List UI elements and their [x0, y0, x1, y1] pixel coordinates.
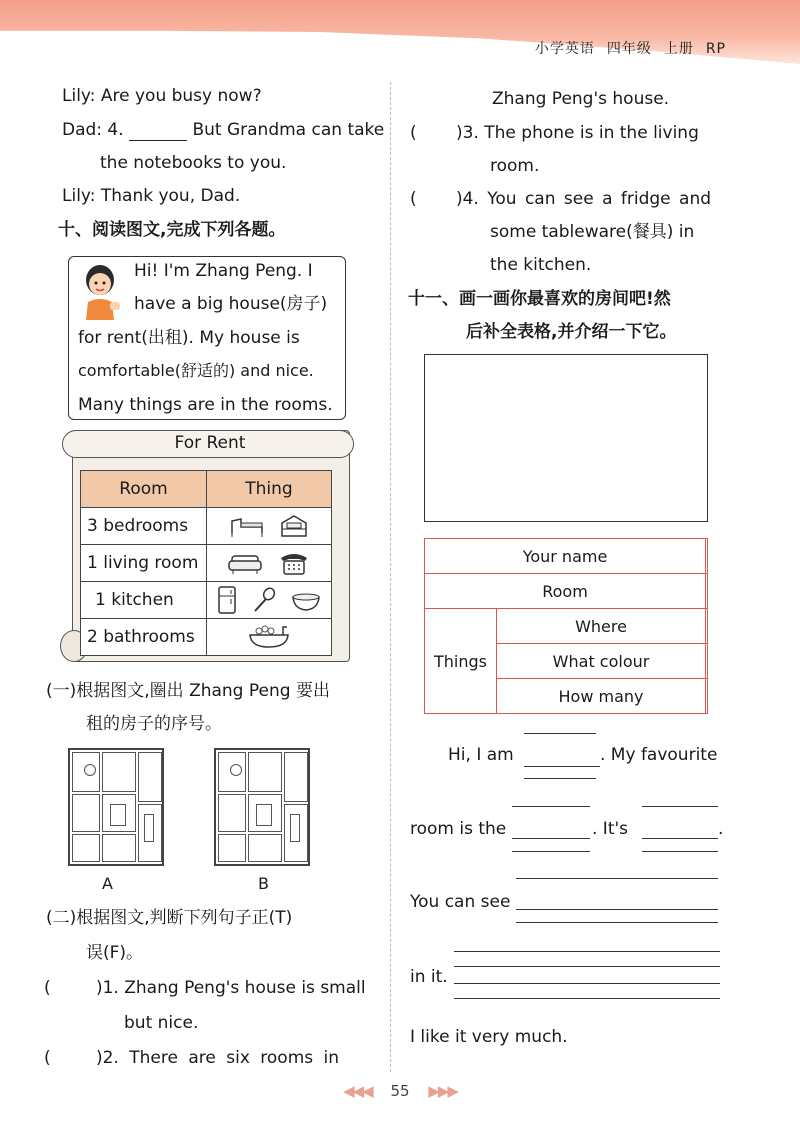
bowl-icon — [290, 587, 322, 613]
house-plan-b[interactable] — [214, 748, 310, 866]
writing-line — [512, 806, 590, 807]
plan-bed — [110, 804, 126, 826]
dialogue-line-4: Lily: Thank you, Dad. — [62, 186, 241, 206]
rent-room-bedrooms: 3 bedrooms — [81, 508, 207, 545]
plan-room — [72, 794, 100, 832]
info-input-where[interactable] — [706, 609, 708, 644]
info-label-room: Room — [425, 574, 706, 609]
plan-room — [284, 752, 308, 802]
statement-2-b: Zhang Peng's house. — [492, 89, 670, 109]
info-input-what-colour[interactable] — [706, 644, 708, 679]
info-input-room[interactable] — [706, 574, 708, 609]
writing-line — [454, 951, 720, 952]
writing-line — [642, 806, 718, 807]
writing-like: I like it very much. — [410, 1027, 568, 1047]
section-11-title-1: 十一、画一画你最喜欢的房间吧!然 — [408, 289, 671, 309]
header-edition: RP — [705, 41, 726, 57]
info-input-your-name[interactable] — [706, 539, 708, 574]
statement-2-a: )2. There are six rooms in — [96, 1048, 340, 1068]
plan-sofa — [144, 814, 154, 842]
rent-header-room: Room — [81, 471, 207, 508]
writing-line — [524, 733, 596, 734]
answer-paren-3[interactable]: ( — [410, 123, 417, 143]
boy-icon — [78, 262, 126, 320]
page-footer — [0, 1082, 800, 1100]
room-info-table — [424, 538, 708, 714]
column-divider — [390, 82, 391, 1072]
intro-line-3: for rent(出租). My house is — [78, 328, 300, 348]
writing-blank-adjective[interactable] — [642, 838, 718, 839]
rent-room-living-room: 1 living room — [81, 545, 207, 582]
statement-4-b: some tableware(餐具) in — [490, 222, 695, 242]
intro-line-5: Many things are in the rooms. — [78, 395, 333, 415]
rent-header-thing: Thing — [207, 471, 332, 508]
rent-room-kitchen: 1 kitchen — [81, 582, 207, 619]
writing-blank-room[interactable] — [512, 838, 590, 839]
statement-3-b: room. — [490, 156, 540, 176]
table-row — [425, 539, 708, 574]
answer-blank-4[interactable] — [129, 140, 187, 141]
table-row — [81, 619, 332, 656]
table-row — [425, 609, 708, 644]
page-header — [523, 38, 726, 58]
rent-header-row — [81, 471, 332, 508]
writing-favourite: . My favourite — [600, 745, 718, 765]
plan-room — [248, 752, 282, 792]
writing-line — [516, 878, 718, 879]
next-arrows-icon: ▶▶▶ — [428, 1082, 457, 1100]
writing-blank-name[interactable] — [524, 766, 600, 767]
part-2-line-2: 误(F)。 — [86, 943, 144, 963]
house-plan-a[interactable] — [68, 748, 164, 866]
info-label-things: Things — [425, 609, 497, 714]
plan-sofa — [290, 814, 300, 842]
statement-1-b: but nice. — [124, 1013, 199, 1033]
writing-can-see: You can see — [410, 892, 511, 912]
writing-line — [512, 851, 590, 852]
plan-label-b: B — [258, 874, 269, 893]
plan-room — [72, 834, 100, 862]
plan-room — [248, 834, 282, 862]
info-label-where: Where — [497, 609, 706, 644]
part-1-line-2: 租的房子的序号。 — [86, 714, 222, 734]
page-number: 55 — [390, 1082, 410, 1100]
writing-blank-more[interactable] — [454, 983, 720, 984]
rent-thing-bathroom — [207, 619, 332, 656]
dialogue-line-2-prefix: Dad: 4. — [62, 120, 124, 140]
plan-bed — [256, 804, 272, 826]
table-row — [425, 574, 708, 609]
dialogue-line-1: Lily: Are you busy now? — [62, 86, 262, 106]
writing-line — [454, 966, 720, 967]
intro-line-4: comfortable(舒适的) and nice. — [78, 361, 314, 380]
info-input-how-many[interactable] — [706, 679, 708, 714]
dialogue-line-2-suffix: But Grandma can take — [192, 120, 385, 140]
plan-room — [218, 794, 246, 832]
writing-its: . It's — [592, 819, 629, 839]
plan-table — [84, 764, 96, 776]
writing-line — [454, 998, 720, 999]
phone-icon — [277, 550, 311, 576]
writing-hi: Hi, I am — [448, 745, 514, 765]
rent-thing-living-room — [207, 545, 332, 582]
section-10-title: 十、阅读图文,完成下列各题。 — [58, 220, 286, 240]
part-1-line-1: (一)根据图文,圈出 Zhang Peng 要出 — [46, 681, 330, 701]
writing-dot: . — [718, 819, 724, 839]
intro-line-1: Hi! I'm Zhang Peng. I — [134, 261, 313, 281]
info-label-how-many: How many — [497, 679, 706, 714]
statement-4-c: the kitchen. — [490, 255, 592, 275]
rent-thing-kitchen — [207, 582, 332, 619]
plan-table — [230, 764, 242, 776]
table-row — [81, 582, 332, 619]
part-2-line-1: (二)根据图文,判断下列句子正(T) — [46, 908, 293, 928]
section-11-title-2: 后补全表格,并介绍一下它。 — [466, 322, 677, 342]
info-label-what-colour: What colour — [497, 644, 706, 679]
rent-table — [80, 470, 332, 656]
dialogue-line-3: the notebooks to you. — [100, 153, 287, 173]
writing-line — [642, 851, 718, 852]
prev-arrows-icon: ◀◀◀ — [343, 1082, 372, 1100]
intro-line-2: have a big house(房子) — [134, 294, 328, 314]
bathtub-icon — [247, 623, 291, 651]
writing-line — [516, 922, 718, 923]
dialogue-line-2 — [62, 119, 384, 141]
writing-in-it: in it. — [410, 967, 448, 987]
fridge-icon — [216, 585, 238, 615]
plan-room — [138, 752, 162, 802]
plan-room — [218, 834, 246, 862]
statement-4-a: )4. You can see a fridge and — [456, 189, 712, 209]
wardrobe-icon — [279, 513, 309, 539]
info-label-your-name: Your name — [425, 539, 706, 574]
writing-blank-things[interactable] — [516, 909, 718, 910]
rent-room-bathrooms: 2 bathrooms — [81, 619, 207, 656]
writing-room-is: room is the — [410, 819, 507, 839]
plan-room — [102, 834, 136, 862]
rent-thing-bedroom — [207, 508, 332, 545]
table-row — [81, 545, 332, 582]
spoon-icon — [251, 586, 277, 614]
plan-room — [102, 752, 136, 792]
header-grade: 四年级 — [606, 41, 652, 57]
rent-title: For Rent — [174, 433, 246, 453]
writing-line — [524, 778, 596, 779]
statement-1-a: )1. Zhang Peng's house is small — [96, 978, 366, 998]
header-subject: 小学英语 — [534, 41, 595, 57]
bed-icon — [229, 513, 265, 539]
statement-3-a: )3. The phone is in the living — [456, 123, 699, 143]
sofa-icon — [227, 550, 263, 576]
answer-paren-1[interactable]: ( — [44, 978, 51, 998]
table-row — [81, 508, 332, 545]
drawing-area[interactable] — [424, 354, 708, 522]
answer-paren-2[interactable]: ( — [44, 1048, 51, 1068]
plan-label-a: A — [102, 874, 113, 893]
answer-paren-4[interactable]: ( — [410, 189, 417, 209]
header-volume: 上册 — [663, 41, 694, 57]
